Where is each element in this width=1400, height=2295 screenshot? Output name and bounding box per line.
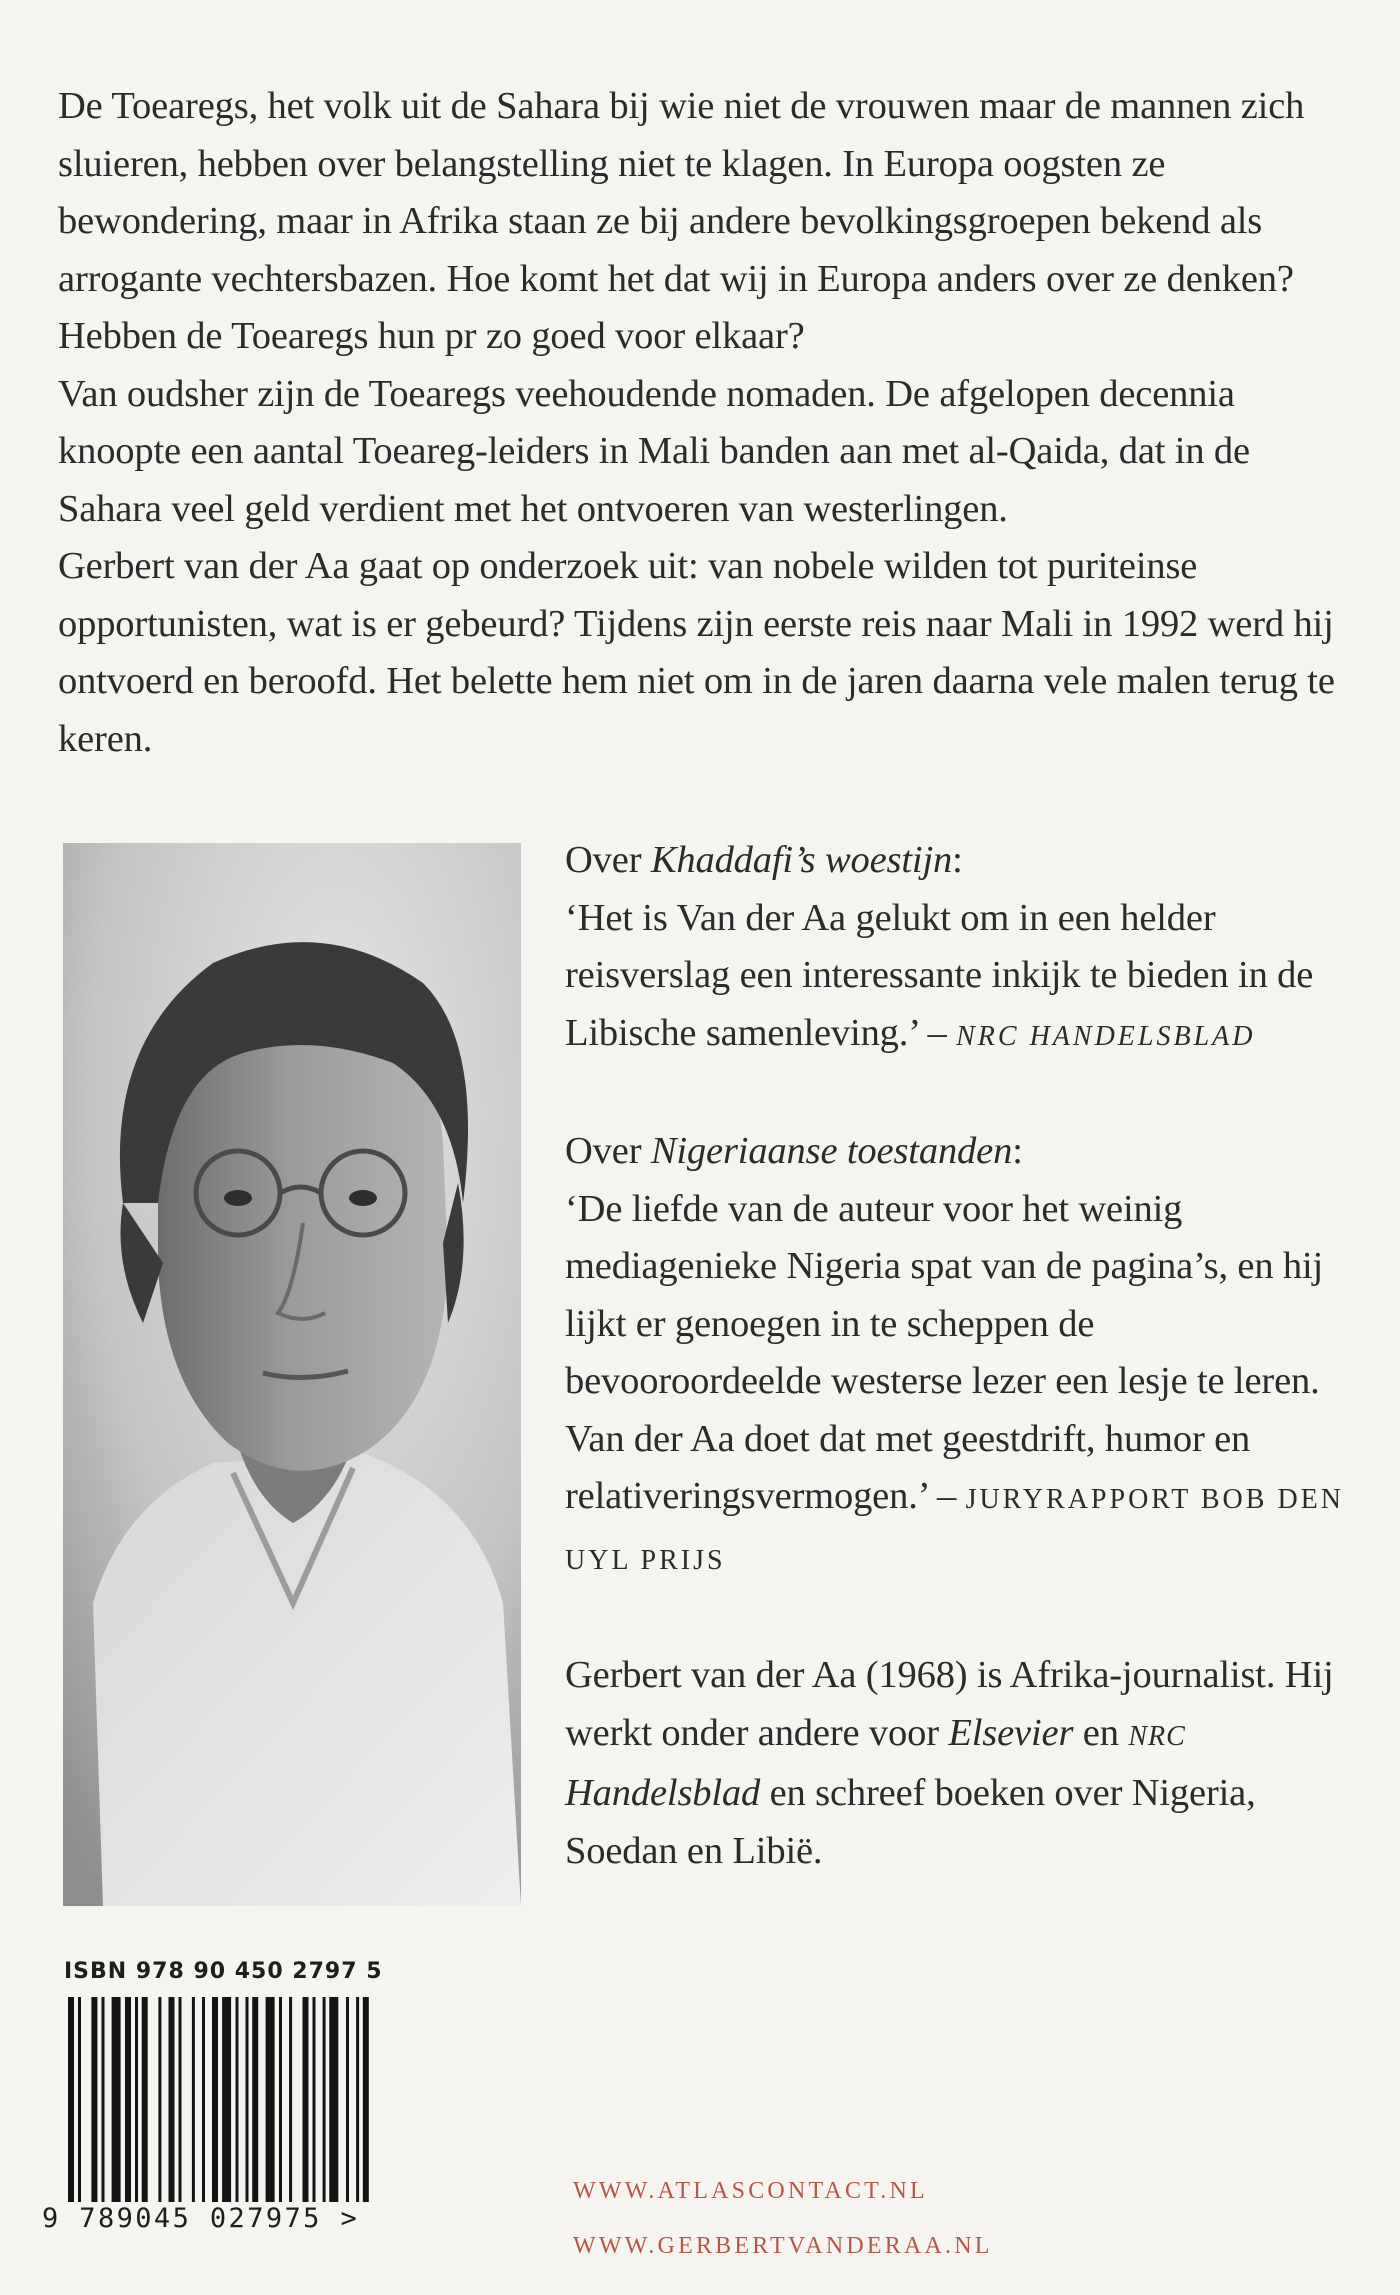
barcode [64, 1997, 379, 2202]
author-bio: Gerbert van der Aa (1968) is Afrika-journalist. Hij werkt onder andere voor Elsevier en NRC Handelsblad en schreef boeken over Nigeria, Soedan en Libië. [565, 1654, 1334, 1872]
synopsis-paragraph-3: Gerbert van der Aa gaat op onderzoek uit: van nobele wilden tot puriteinse opportunisten, wat is er gebeurd? Tijdens zijn eerste reis naar Mali in 1992 werd hij ontvoerd en beroofd. Het belette hem niet om in de jaren daarna vele malen terug te keren. [58, 545, 1335, 760]
review-heading: Over Khaddafi’s woestijn: [565, 839, 963, 881]
barcode-bar [68, 1997, 74, 2202]
website-links [573, 2164, 993, 2274]
barcode-bar [135, 1997, 138, 2202]
barcode-bar [346, 1997, 349, 2202]
barcode-bar [246, 1997, 249, 2202]
barcode-bar [179, 1997, 182, 2202]
barcode-bar [102, 1997, 105, 2202]
author-photo [63, 843, 521, 1906]
barcode-bar [329, 1997, 338, 2202]
barcode-bar [202, 1997, 205, 2202]
review-khaddafis-woestijn [565, 832, 1360, 1065]
barcode-bar [192, 1997, 195, 2202]
barcode-bar [236, 1997, 239, 2202]
review-nigeriaanse-toestanden [565, 1123, 1360, 1589]
barcode-bar [158, 1997, 161, 2202]
review-quote: ‘De liefde van de auteur voor het weinig mediagenieke Nigeria spat van de pagina’s, en hij lijkt er genoegen in te scheppen de bevooroordeelde westerse lezer een lesje te leren. Van der Aa doet dat met geestdrift, humor en relativeringsvermogen.’ – JURYRAPPORT BOB DEN UYL PRIJS [565, 1187, 1345, 1576]
barcode-bar [313, 1997, 316, 2202]
review-quote: ‘Het is Van der Aa gelukt om in een helder reisverslag een interessante inkijk te bieden in de Libische samenleving.’ – NRC HANDELSBLAD [565, 896, 1314, 1054]
barcode-bar [266, 1997, 275, 2202]
barcode-bar [252, 1997, 258, 2202]
book-title: Nigeriaanse toestanden [650, 1130, 1013, 1172]
barcode-bar [222, 1997, 231, 2202]
barcode-bar [125, 1997, 131, 2202]
barcode-bar [289, 1997, 292, 2202]
book-title: Khaddafi’s woestijn [650, 839, 953, 881]
barcode-bar [323, 1997, 326, 2202]
reviews-and-bio [565, 832, 1360, 1880]
barcode-digits: 9 789045 027975 > [42, 2203, 360, 2234]
barcode-bar [303, 1997, 309, 2202]
review-heading: Over Nigeriaanse toestanden: [565, 1130, 1023, 1172]
synopsis-paragraph-2: Van oudsher zijn de Toearegs veehoudende nomaden. De afgelopen decennia knoopte een aantal Toeareg-leiders in Mali banden aan met al-Qaida, dat in de Sahara veel geld verdient met het ontvoeren van westerlingen. [58, 372, 1250, 530]
review-source: NRC HANDELSBLAD [956, 1020, 1256, 1052]
barcode-bar [142, 1997, 148, 2202]
barcode-bar [112, 1997, 121, 2202]
author-website-link[interactable]: WWW.GERBERTVANDERAA.NL [573, 2233, 993, 2259]
barcode-bar [169, 1997, 175, 2202]
barcode-bar [78, 1997, 81, 2202]
synopsis-paragraph-1: De Toearegs, het volk uit de Sahara bij wie niet de vrouwen maar de mannen zich sluieren, hebben over belangstelling niet te klagen. In Europa oogsten ze bewondering, maar in Afrika staan ze bij andere bevolkingsgroepen bekend als arrogante vechtersbazen. Hoe komt het dat wij in Europa anders over ze denken? Hebben de Toearegs hun pr zo goed voor elkaar? [58, 85, 1305, 357]
synopsis [58, 78, 1348, 768]
isbn-label: ISBN 978 90 450 2797 5 [64, 1959, 383, 1984]
review-source: JURYRAPPORT BOB DEN UYL PRIJS [565, 1484, 1345, 1576]
barcode-bar [91, 1997, 97, 2202]
barcode-bar [363, 1997, 369, 2202]
barcode-bar [279, 1997, 282, 2202]
publisher-website-link[interactable]: WWW.ATLASCONTACT.NL [573, 2178, 928, 2204]
barcode-bar [356, 1997, 359, 2202]
author-portrait-image [63, 843, 521, 1906]
barcode-bar [212, 1997, 218, 2202]
